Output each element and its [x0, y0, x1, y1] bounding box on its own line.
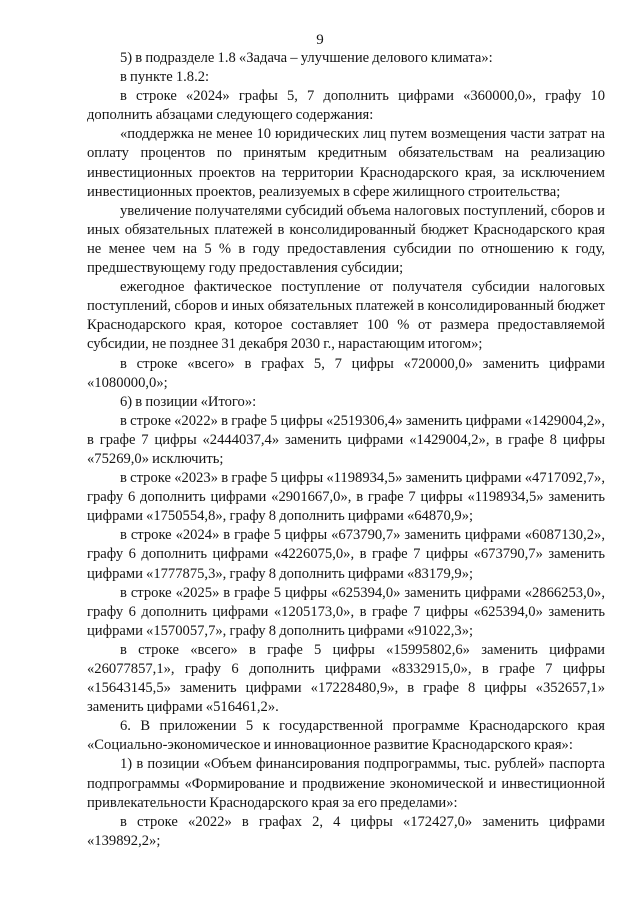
paragraph-tax-revenue-increase: увеличение получателями субсидий объема налоговых поступлений, сборов и иных обязательных платежей в консолидированный бюджет Краснодарского края не менее чем на 5 % в году предоставления субсидии по отношению к году, предшествующему году предоставления субсидии;: [87, 202, 605, 277]
paragraph-row-total-columns-5-7: в строке «всего» в графах 5, 7 цифры «720000,0» заменить цифрами «1080000,0»;: [87, 355, 605, 391]
paragraph-support-legal-entities: «поддержка не менее 10 юридических лиц путем возмещения части затрат на оплату процентов по принятым кредитным обязательствам на реализацию инвестиционных проектов на территории Краснодарского края, за исключением инвестиционных проектов, реализуемых в сфере жилищного строительства;: [87, 126, 605, 200]
paragraph-row-2025: в строке «2025» в графе 5 цифры «625394,0» заменить цифрами «2866253,0», графу 6 дополнить цифрами «1205173,0», в графе 7 цифры «625394,0» заменить цифрами «1570057,7», графу 8 дополнить цифрами «91022,3»;: [87, 584, 605, 639]
paragraph-financing-position: 1) в позиции «Объем финансирования подпрограммы, тыс. рублей» паспорта подпрограммы «Формирование и продвижение экономической и инвестиционной привлекательности Краснодарского края за его пределами»:: [87, 756, 605, 811]
paragraph-row-2024-add-columns: в строке «2024» графы 5, 7 дополнить цифрами «360000,0», графу 10 дополнить абзацами следующего содержания:: [87, 88, 605, 124]
paragraph-annual-revenue: ежегодное фактическое поступление от получателя субсидии налоговых поступлений, сборов и иных обязательных платежей в консолидированный бюджет Краснодарского края, которое составляет 100 % от размера предоставляемой субсидии, не позднее 31 декабря 2030 г., нарастающим итогом»;: [87, 279, 605, 353]
paragraph-row-2022-columns-2-4: в строке «2022» в графах 2, 4 цифры «172427,0» заменить цифрами «139892,2»;: [87, 813, 605, 849]
paragraph-row-2024: в строке «2024» в графе 5 цифры «673790,7» заменить цифрами «6087130,2», графу 6 дополнить цифрами «4226075,0», в графе 7 цифры «673790,7» заменить цифрами «1777875,3», графу 8 дополнить цифрами «83179,9»;: [87, 527, 605, 582]
page-number: 9: [316, 32, 324, 48]
paragraph-row-2022: в строке «2022» в графе 5 цифры «2519306,4» заменить цифрами «1429004,2», в графе 7 цифры «2444037,4» заменить цифрами «1429004,2», в графе 8 цифры «75269,0» исключить;: [87, 412, 605, 467]
paragraph-subsection-1-8: 5) в подразделе 1.8 «Задача – улучшение делового климата»:: [120, 50, 493, 66]
document-body: [87, 49, 605, 851]
paragraph-row-2023: в строке «2023» в графе 5 цифры «1198934,5» заменить цифрами «4717092,7», графу 6 дополнить цифрами «2901667,0», в графе 7 цифры «1198934,5» заменить цифрами «1750554,8», графу 8 дополнить цифрами «64870,9»;: [87, 470, 605, 525]
paragraph-row-total: в строке «всего» в графе 5 цифры «15995802,6» заменить цифрами «26077857,1», графу 6 дополнить цифрами «8332915,0», в графе 7 цифры «15643145,5» заменить цифрами «17228480,9», в графе 8 цифры «352657,1» заменить цифрами «516461,2».: [87, 641, 605, 716]
paragraph-item-1-8-2: в пункте 1.8.2:: [120, 69, 210, 86]
paragraph-appendix-5: 6. В приложении 5 к государственной программе Краснодарского края «Социально-экономическое и инновационное развитие Краснодарского края»:: [87, 718, 605, 754]
paragraph-position-itogo: 6) в позиции «Итого»:: [120, 393, 257, 410]
